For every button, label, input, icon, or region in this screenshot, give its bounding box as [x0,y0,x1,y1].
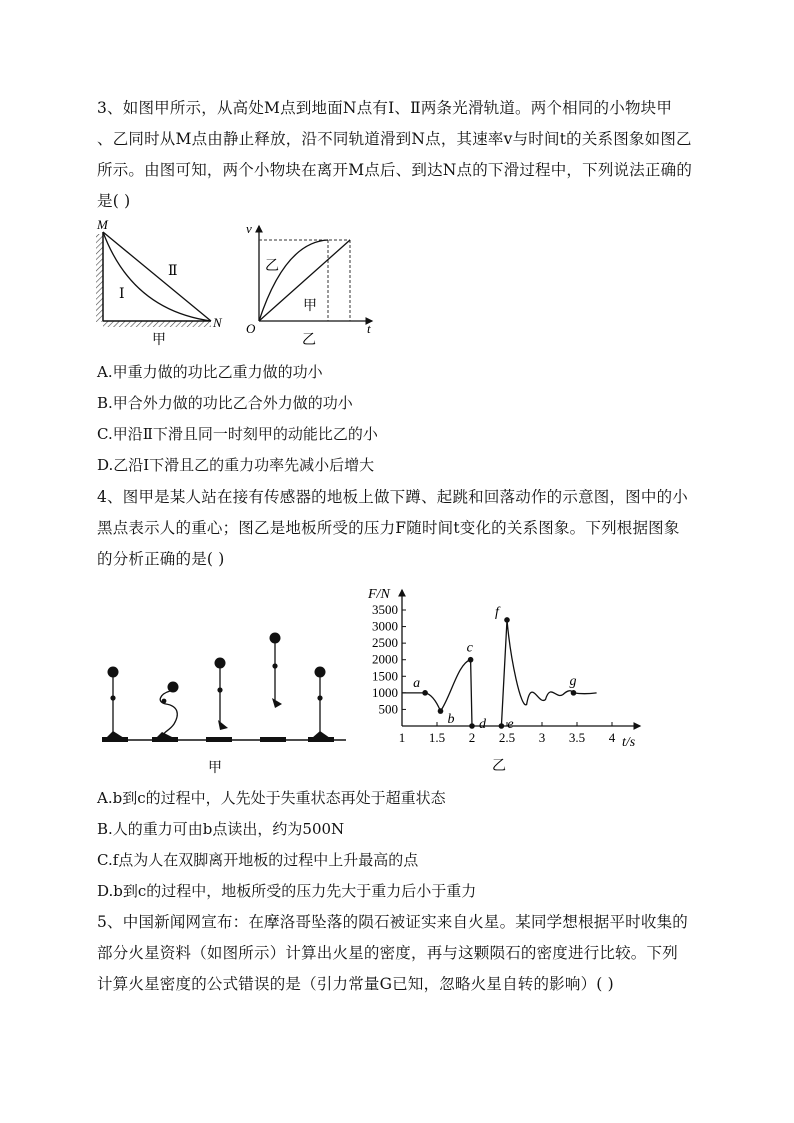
point-e [499,723,505,729]
q4-option-a: A.b到c的过程中，人先处于失重状态再处于超重状态 [97,789,446,807]
q4-caption-jia: 甲 [208,761,222,776]
q3-stem-line-3: 所示。由图可知，两个小物块在离开M点后、到达N点的下滑过程中，下列说法正确的 [97,161,693,179]
label-O: O [246,321,256,336]
label-N: N [213,315,222,330]
force-curve [402,620,597,726]
q3-stem-line-1: 3、如图甲所示，从高处M点到地面N点有Ⅰ、Ⅱ两条光滑轨道。两个相同的小物块甲 [97,99,673,117]
q5-stem-line-1: 5、中国新闻网宣布：在摩洛哥坠落的陨石被证实来自火星。某同学想根据平时收集的 [97,913,688,931]
q5-stem-line-2: 部分火星资料（如图所示）计算出火星的密度，再与这颗陨石的密度进行比较。下列 [97,944,678,962]
q5-stem-line-3: 计算火星密度的公式错误的是（引力常量G已知，忽略火星自转的影响）( ) [97,975,614,993]
point-c [468,657,474,663]
q3-stem-line-4: 是( ) [97,192,131,210]
label-track-2: Ⅱ [168,264,178,279]
point-label-g: g [569,673,577,689]
q4-option-b: B.人的重力可由b点读出，约为500N [97,820,345,838]
x-tick-label: 2 [468,730,476,745]
label-M: M [97,218,108,232]
y-tick-label: 3000 [372,618,398,634]
caption-jia: 甲 [152,333,166,348]
sensor-plate [206,737,232,742]
q3-stem-line-2: 、乙同时从M点由静止释放，沿不同轨道滑到N点，其速率v与时间t的关系图象如图乙 [97,130,692,148]
q3-vt-figure [240,218,380,348]
q4-force-time-chart [360,580,650,780]
q4-stem-line-3: 的分析正确的是( ) [97,550,225,568]
q3-option-c: C.甲沿Ⅱ下滑且同一时刻甲的动能比乙的小 [97,425,378,443]
x-tick-label: 1 [398,730,406,745]
x-axis-label: t/s [622,735,636,750]
point-a [422,690,428,696]
x-tick-label: 3 [538,730,546,745]
label-v: v [246,221,252,236]
y-axis-label: F/N [368,587,390,602]
y-tick-label: 3500 [372,602,398,617]
q4-stem-line-2: 黑点表示人的重心；图乙是地板所受的压力F随时间t变化的关系图象。下列根据图象 [97,519,680,537]
person-standing [106,667,124,739]
x-tick-label: 1.5 [428,730,446,745]
q3-option-b: B.甲合外力做的功比乙合外力做的功小 [97,394,353,412]
point-label-b: b [447,712,455,728]
q4-caption-yi: 乙 [492,759,506,774]
point-b [438,708,444,714]
point-label-e: e [507,717,514,732]
q3-track-figure [92,218,232,348]
q4-option-d: D.b到c的过程中，地板所受的压力先大于重力后小于重力 [97,882,477,900]
y-tick-label: 1500 [372,668,398,684]
y-tick-label: 1000 [372,684,398,700]
point-label-f: f [495,604,499,620]
label-yi-curve: 乙 [265,259,279,274]
point-label-c: c [466,640,473,656]
point-label-d: d [479,717,486,732]
q4-stem-line-1: 4、图甲是某人站在接有传感器的地板上做下蹲、起跳和回落动作的示意图，图中的小 [97,488,688,506]
point-d [469,723,475,729]
ground-hatch [103,321,211,327]
point-f [504,617,510,623]
wall-hatch [96,234,103,322]
q4-person-figure [98,628,350,778]
person-takeoff [215,658,229,731]
y-tick-label: 2000 [372,651,398,667]
track-2-line [103,232,211,321]
y-tick-label: 2500 [372,635,398,651]
label-track-1: Ⅰ [119,287,125,302]
person-landed [312,667,330,739]
sensor-plate [260,737,286,742]
person-squatting [156,682,179,739]
x-tick-label: 4 [608,730,616,745]
q3-option-a: A.甲重力做的功比乙重力做的功小 [97,363,323,381]
q4-option-c: C.f点为人在双脚离开地板的过程中上升最高的点 [97,851,419,869]
point-label-a: a [413,675,421,691]
x-tick-label: 2.5 [498,730,516,745]
q3-option-d: D.乙沿Ⅰ下滑且乙的重力功率先减小后增大 [97,456,375,474]
label-t: t [367,321,371,336]
caption-yi: 乙 [302,333,316,348]
yi-curve [259,240,328,321]
x-tick-label: 3.5 [568,730,586,745]
y-tick-label: 500 [378,701,398,717]
point-g [571,690,577,696]
person-in-air [270,633,283,709]
label-jia-line: 甲 [303,299,317,314]
